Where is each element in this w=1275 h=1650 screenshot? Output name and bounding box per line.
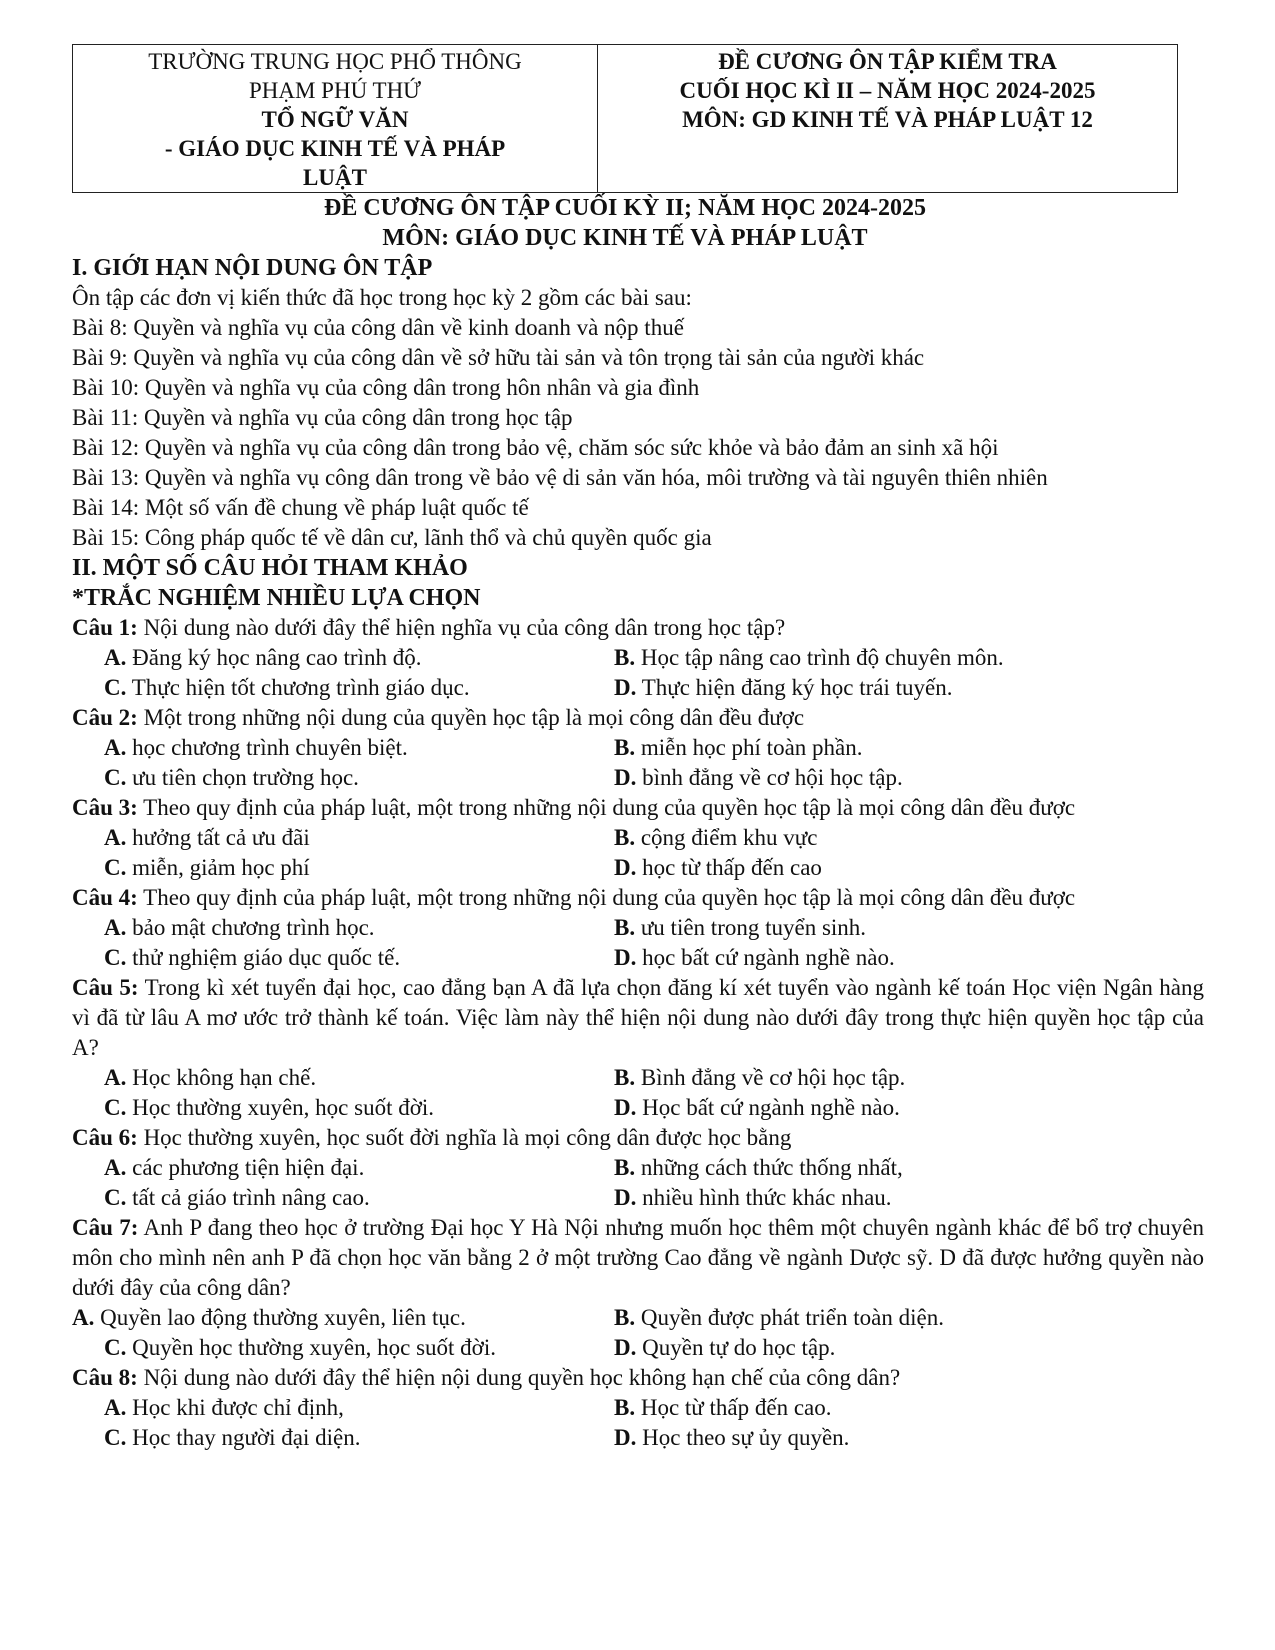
option-c: C. Thực hiện tốt chương trình giáo dục. (104, 675, 470, 700)
lesson-item: Bài 15: Công pháp quốc tế về dân cư, lãnh thổ và chủ quyền quốc gia (72, 525, 712, 550)
option-d: D. Quyền tự do học tập. (614, 1335, 836, 1360)
question-label: Câu 1: (72, 615, 138, 640)
option-d: D. học bất cứ ngành nghề nào. (614, 945, 895, 970)
department-line-2: - GIÁO DỤC KINH TẾ VÀ PHÁP (164, 136, 506, 161)
lesson-item: Bài 14: Một số vấn đề chung về pháp luật quốc tế (72, 495, 529, 520)
exam-outline-page (72, 44, 1204, 1453)
option-a: A. Đăng ký học nâng cao trình độ. (104, 645, 422, 670)
department-line-1: TỔ NGỮ VĂN (261, 107, 409, 132)
section-1-intro: Ôn tập các đơn vị kiến thức đã học trong học kỳ 2 gồm các bài sau: (72, 285, 692, 310)
option-a: A. bảo mật chương trình học. (104, 915, 375, 940)
lesson-item: Bài 10: Quyền và nghĩa vụ của công dân trong hôn nhân và gia đình (72, 375, 700, 400)
question-5 (72, 973, 1204, 1063)
question-5-options (72, 1063, 1204, 1123)
option-d: D. Học bất cứ ngành nghề nào. (614, 1095, 900, 1120)
department-line-3: LUẬT (303, 165, 367, 190)
option-c: C. tất cả giáo trình nâng cao. (104, 1185, 370, 1210)
question-6-options (72, 1153, 1204, 1213)
question-3 (72, 793, 1204, 823)
question-text: Anh P đang theo học ở trường Đại học Y Hà Nội nhưng muốn học thêm một chuyên ngành khác để bổ trợ chuyên môn cho mình nên anh P đã chọn học văn bằng 2 ở một trường Cao đẳng về ngành Dược sỹ. D đã được hưởng quyền nào dưới đây của công dân? (72, 1215, 1204, 1300)
question-label: Câu 4: (72, 885, 138, 910)
option-a: A. Học không hạn chế. (104, 1065, 317, 1090)
option-c: C. Quyền học thường xuyên, học suốt đời. (104, 1335, 496, 1360)
option-a: A. các phương tiện hiện đại. (104, 1155, 365, 1180)
option-b: B. Học tập nâng cao trình độ chuyên môn. (614, 645, 1004, 670)
option-a: A. Học khi được chỉ định, (104, 1395, 344, 1420)
option-b: B. Học từ thấp đến cao. (614, 1395, 832, 1420)
option-b: B. miễn học phí toàn phần. (614, 735, 863, 760)
question-label: Câu 7: (72, 1215, 139, 1240)
school-name-line-1: TRƯỜNG TRUNG HỌC PHỔ THÔNG (148, 49, 522, 74)
option-d: D. Thực hiện đăng ký học trái tuyến. (614, 675, 953, 700)
option-c: C. ưu tiên chọn trường học. (104, 765, 359, 790)
option-c: C. Học thường xuyên, học suốt đời. (104, 1095, 435, 1120)
question-6 (72, 1123, 1204, 1153)
question-8 (72, 1363, 1204, 1393)
option-b: B. Quyền được phát triển toàn diện. (614, 1305, 944, 1330)
document-title: ĐỀ CƯƠNG ÔN TẬP CUỐI KỲ II; NĂM HỌC 2024-2025 (323, 195, 926, 221)
exam-title-line-1: ĐỀ CƯƠNG ÔN TẬP KIỂM TRA (718, 49, 1057, 74)
option-c: C. thử nghiệm giáo dục quốc tế. (104, 945, 401, 970)
question-2 (72, 703, 1204, 733)
document-subtitle: MÔN: GIÁO DỤC KINH TẾ VÀ PHÁP LUẬT (382, 225, 868, 251)
exam-info-cell (598, 45, 1178, 193)
lesson-item: Bài 11: Quyền và nghĩa vụ của công dân trong học tập (72, 405, 573, 430)
lesson-item: Bài 12: Quyền và nghĩa vụ của công dân trong bảo vệ, chăm sóc sức khỏe và bảo đảm an sinh xã hội (72, 435, 999, 460)
question-text: Một trong những nội dung của quyền học tập là mọi công dân đều được (137, 705, 805, 730)
option-d: D. nhiều hình thức khác nhau. (614, 1185, 892, 1210)
question-text: Nội dung nào dưới đây thể hiện nội dung quyền học không hạn chế của công dân? (137, 1365, 901, 1390)
question-7-options (72, 1303, 1204, 1363)
question-3-options (72, 823, 1204, 883)
lesson-item: Bài 8: Quyền và nghĩa vụ của công dân về kinh doanh và nộp thuế (72, 315, 684, 340)
question-text: Theo quy định của pháp luật, một trong những nội dung của quyền học tập là mọi công dân đều được (137, 795, 1076, 820)
question-label: Câu 2: (72, 705, 138, 730)
option-c: C. Học thay người đại diện. (104, 1425, 361, 1450)
option-a: A. hưởng tất cả ưu đãi (104, 825, 310, 850)
question-7 (72, 1213, 1204, 1303)
option-b: B. những cách thức thống nhất, (614, 1155, 903, 1180)
question-label: Câu 8: (72, 1365, 138, 1390)
header-table (72, 44, 1178, 193)
option-d: D. học từ thấp đến cao (614, 855, 822, 880)
question-1-options (72, 643, 1204, 703)
question-text: Học thường xuyên, học suốt đời nghĩa là mọi công dân được học bằng (137, 1125, 792, 1150)
lesson-item: Bài 13: Quyền và nghĩa vụ công dân trong về bảo vệ di sản văn hóa, môi trường và tài nguyên thiên nhiên (72, 465, 1048, 490)
school-info-cell (73, 45, 598, 193)
question-4 (72, 883, 1204, 913)
question-label: Câu 5: (72, 975, 139, 1000)
option-b: B. Bình đẳng về cơ hội học tập. (614, 1065, 906, 1090)
school-name-line-2: PHẠM PHÚ THỨ (248, 78, 422, 103)
exam-title-line-2: CUỐI HỌC KÌ II – NĂM HỌC 2024-2025 (679, 78, 1096, 103)
option-a: A. Quyền lao động thường xuyên, liên tục. (72, 1305, 466, 1330)
question-text: Trong kì xét tuyển đại học, cao đẳng bạn A đã lựa chọn đăng kí xét tuyển vào ngành kế toán Học viện Ngân hàng vì đã từ lâu A mơ ước trở thành kế toán. Việc làm này thể hiện nội dung nào dưới đây trong thực hiện quyền học tập của A? (72, 975, 1205, 1060)
question-2-options (72, 733, 1204, 793)
option-a: A. học chương trình chuyên biệt. (104, 735, 408, 760)
section-2-subheading: *TRẮC NGHIỆM NHIỀU LỰA CHỌN (72, 585, 481, 611)
question-1 (72, 613, 1204, 643)
question-label: Câu 3: (72, 795, 138, 820)
question-8-options (72, 1393, 1204, 1453)
option-d: D. bình đẳng về cơ hội học tập. (614, 765, 903, 790)
section-2-heading: II. MỘT SỐ CÂU HỎI THAM KHẢO (72, 555, 468, 581)
option-b: B. ưu tiên trong tuyển sinh. (614, 915, 867, 940)
question-text: Theo quy định của pháp luật, một trong những nội dung của quyền học tập là mọi công dân đều được (137, 885, 1076, 910)
option-c: C. miễn, giảm học phí (104, 855, 310, 880)
exam-subject-line: MÔN: GD KINH TẾ VÀ PHÁP LUẬT 12 (682, 107, 1093, 132)
lesson-item: Bài 9: Quyền và nghĩa vụ của công dân về sở hữu tài sản và tôn trọng tài sản của người khác (72, 345, 925, 370)
section-1-heading: I. GIỚI HẠN NỘI DUNG ÔN TẬP (72, 255, 433, 281)
question-4-options (72, 913, 1204, 973)
question-label: Câu 6: (72, 1125, 138, 1150)
option-d: D. Học theo sự ủy quyền. (614, 1425, 850, 1450)
question-text: Nội dung nào dưới đây thể hiện nghĩa vụ của công dân trong học tập? (137, 615, 786, 640)
option-b: B. cộng điểm khu vực (614, 825, 818, 850)
